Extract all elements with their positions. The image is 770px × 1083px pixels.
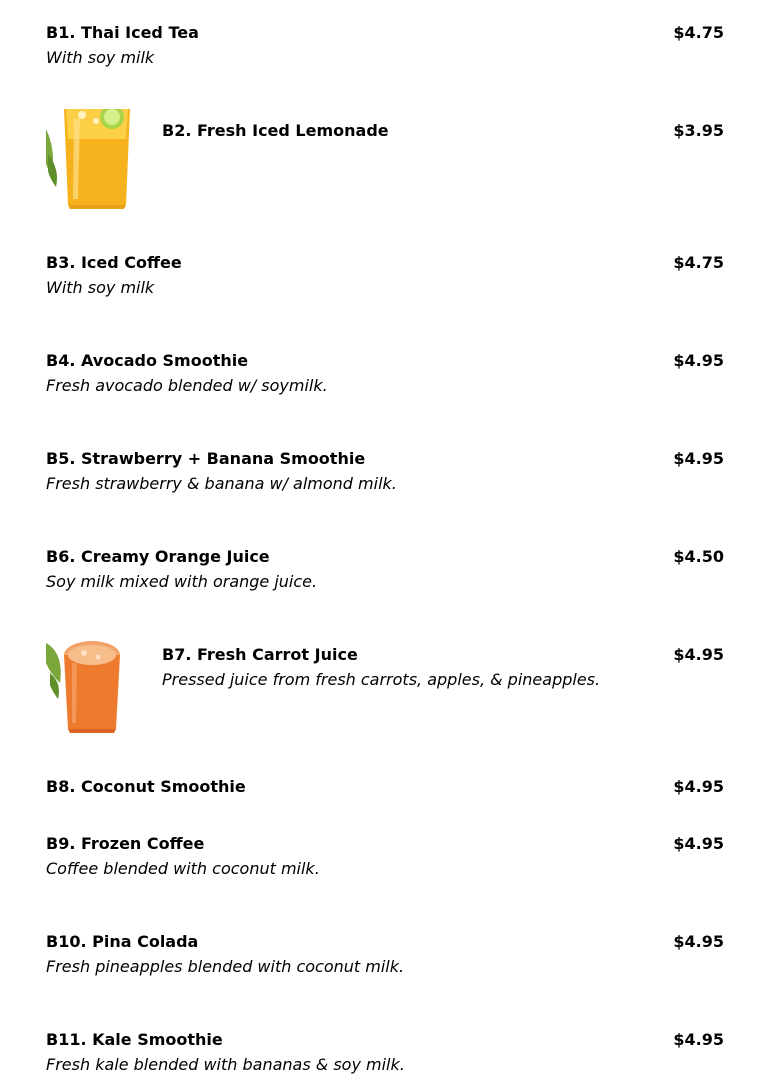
item-description: Fresh kale blended with bananas & soy milk.: [46, 1055, 405, 1074]
item-description: Soy milk mixed with orange juice.: [46, 572, 318, 591]
carrot-juice-glass-image[interactable]: [46, 633, 146, 733]
item-name: B10. Pina Colada: [46, 932, 199, 951]
item-price: $4.50: [673, 547, 724, 566]
item-price: $4.95: [673, 777, 724, 796]
item-price: $4.95: [673, 645, 724, 664]
item-price: $4.75: [673, 253, 724, 272]
item-description: Fresh avocado blended w/ soymilk.: [46, 376, 328, 395]
item-name: B5. Strawberry + Banana Smoothie: [46, 449, 366, 468]
item-description: Fresh strawberry & banana w/ almond milk.: [46, 474, 397, 493]
item-price: $3.95: [673, 121, 724, 140]
item-name: B11. Kale Smoothie: [46, 1030, 223, 1049]
item-name: B9. Frozen Coffee: [46, 834, 205, 853]
item-price: $4.95: [673, 1030, 724, 1049]
item-name: B3. Iced Coffee: [46, 253, 182, 272]
item-name: B1. Thai Iced Tea: [46, 23, 199, 42]
item-name: B2. Fresh Iced Lemonade: [162, 121, 389, 140]
item-name: B4. Avocado Smoothie: [46, 351, 249, 370]
item-name: B7. Fresh Carrot Juice: [162, 645, 358, 664]
item-price: $4.95: [673, 834, 724, 853]
item-name: B8. Coconut Smoothie: [46, 777, 246, 796]
item-description: Fresh pineapples blended with coconut milk.: [46, 957, 405, 976]
item-description: With soy milk: [46, 278, 155, 297]
item-description: Coffee blended with coconut milk.: [46, 859, 320, 878]
item-description: With soy milk: [46, 48, 155, 67]
item-description: Pressed juice from fresh carrots, apples, & pineapples.: [162, 670, 601, 689]
item-price: $4.95: [673, 449, 724, 468]
item-price: $4.75: [673, 23, 724, 42]
item-price: $4.95: [673, 351, 724, 370]
item-name: B6. Creamy Orange Juice: [46, 547, 270, 566]
lemonade-glass-image[interactable]: [46, 109, 146, 209]
item-price: $4.95: [673, 932, 724, 951]
